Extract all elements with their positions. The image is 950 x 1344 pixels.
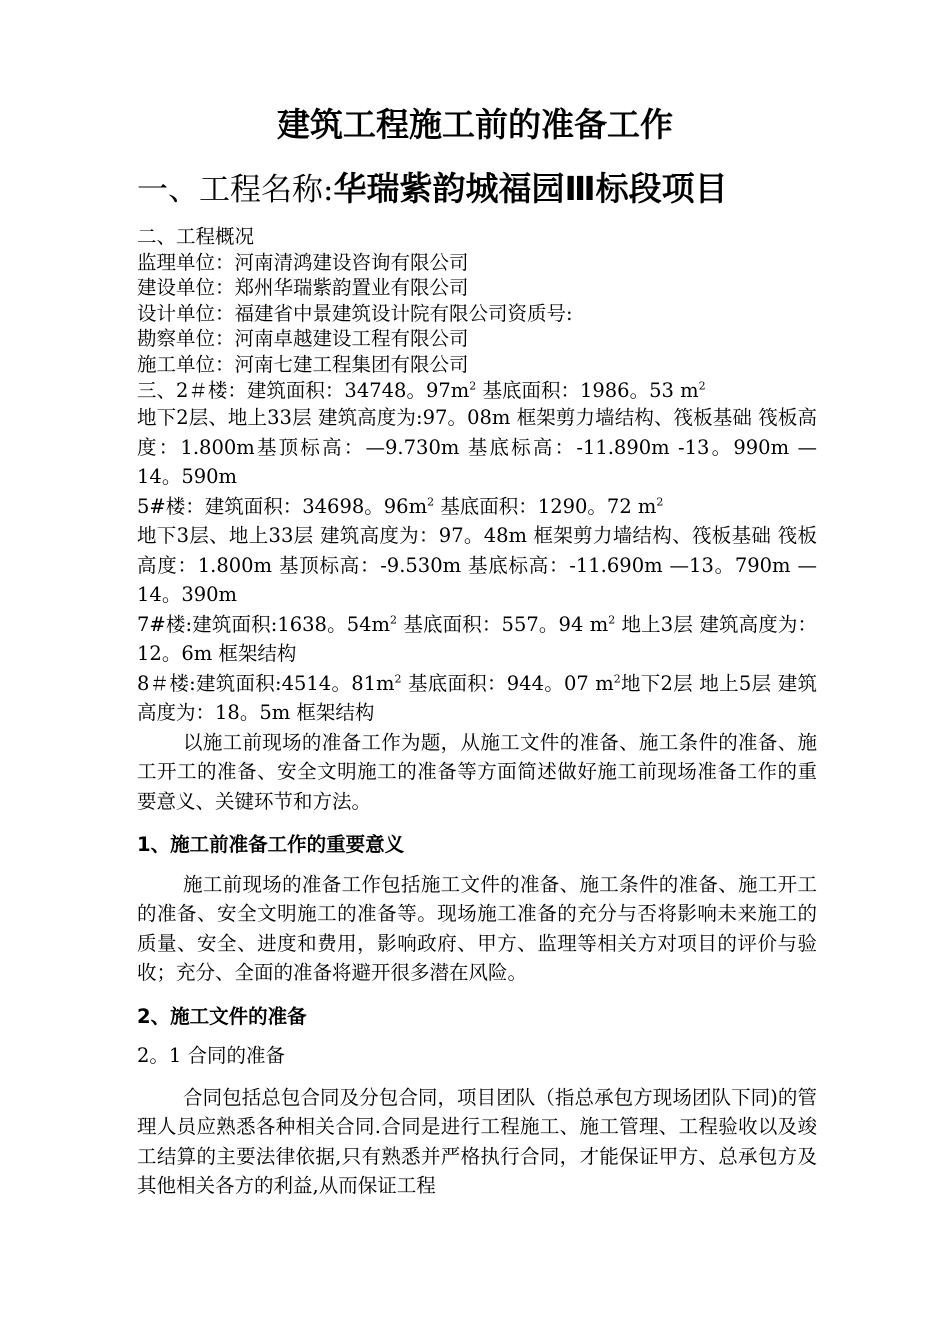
unit-design: 设计单位：福建省中景建筑设计院有限公司资质号: (137, 301, 573, 325)
building-5-detail: 地下3层、地上33层 建筑高度为：97。48m 框架剪力墙结构、筏板基础 筏板高度：1.800m 基顶标高：-9.530m 基底标高：-11.690m —13。790m —14。390m (137, 524, 817, 607)
section-2-1-heading: 2。1 合同的准备 (137, 1044, 286, 1068)
building-5-area: 5#楼：建筑面积：34698。$96m^2$ 基底面积：1290。72 $m^2$ (137, 494, 664, 518)
building-8-info: 8＃楼:建筑面积:4514。$81m^2$ 基底面积：944。07 $m^2$地下2层 地上5层 建筑高度为：18。5m 框架结构 (137, 671, 818, 725)
building-2-detail: 地下2层、地上33层 建筑高度为:97。08m 框架剪力墙结构、筏板基础 筏板高度：1.800m基顶标高：—9.730m 基底标高：-11.890m -13。990m —14。590m (137, 406, 817, 489)
unit-survey: 勘察单位：河南卓越建设工程有限公司 (137, 327, 469, 351)
document-title: 建筑工程施工前的准备工作 (277, 105, 673, 144)
section-1-body: 施工前现场的准备工作包括施工文件的准备、施工条件的准备、施工开工的准备、安全文明施工的准备等。现场施工准备的充分与否将影响未来施工的质量、安全、进度和费用，影响政府、甲方、监理等相关方对项目的评价与验收；充分、全面的准备将避开很多潜在风险。 (137, 872, 817, 985)
section-2-heading: 2、施工文件的准备 (137, 1004, 307, 1028)
overview-heading: 二、工程概况 (137, 225, 255, 248)
document-body (137, 224, 817, 1201)
project-name: 华瑞紫韵城福园Ⅲ标段项目 (333, 169, 728, 208)
section-2-1-body: 合同包括总包合同及分包合同，项目团队（指总承包方现场团队下同)的管理人员应熟悉各种相关合同.合同是进行工程施工、施工管理、工程验收以及竣工结算的主要法律依据,只有熟悉并严格执行合同，才能保证甲方、总承包方及其他相关各方的利益,从而保证工程 (137, 1085, 817, 1198)
building-7-info: 7#楼:建筑面积:1638。$54m^2$ 基底面积：557。94 $m^2$ 地上3层 建筑高度为：12。6m 框架结构 (137, 612, 818, 666)
unit-contractor: 施工单位：河南七建工程集团有限公司 (137, 352, 469, 376)
building-2-area: 三、2＃楼：建筑面积：34748。$97m^2$ 基底面积：1986。53 $m^2$ (137, 378, 706, 402)
project-name-line (137, 167, 897, 212)
unit-construction-owner: 建设单位：郑州华瑞紫韵置业有限公司 (137, 276, 469, 300)
intro-paragraph: 以施工前现场的准备工作为题，从施工文件的准备、施工条件的准备、施工开工的准备、安全文明施工的准备等方面简述做好施工前现场准备工作的重要意义、关键环节和方法。 (137, 730, 817, 813)
unit-supervision: 监理单位：河南清鸿建设咨询有限公司 (137, 250, 469, 274)
project-name-prefix: 一、工程名称: (137, 172, 334, 208)
section-1-heading: 1、施工前准备工作的重要意义 (137, 833, 405, 857)
